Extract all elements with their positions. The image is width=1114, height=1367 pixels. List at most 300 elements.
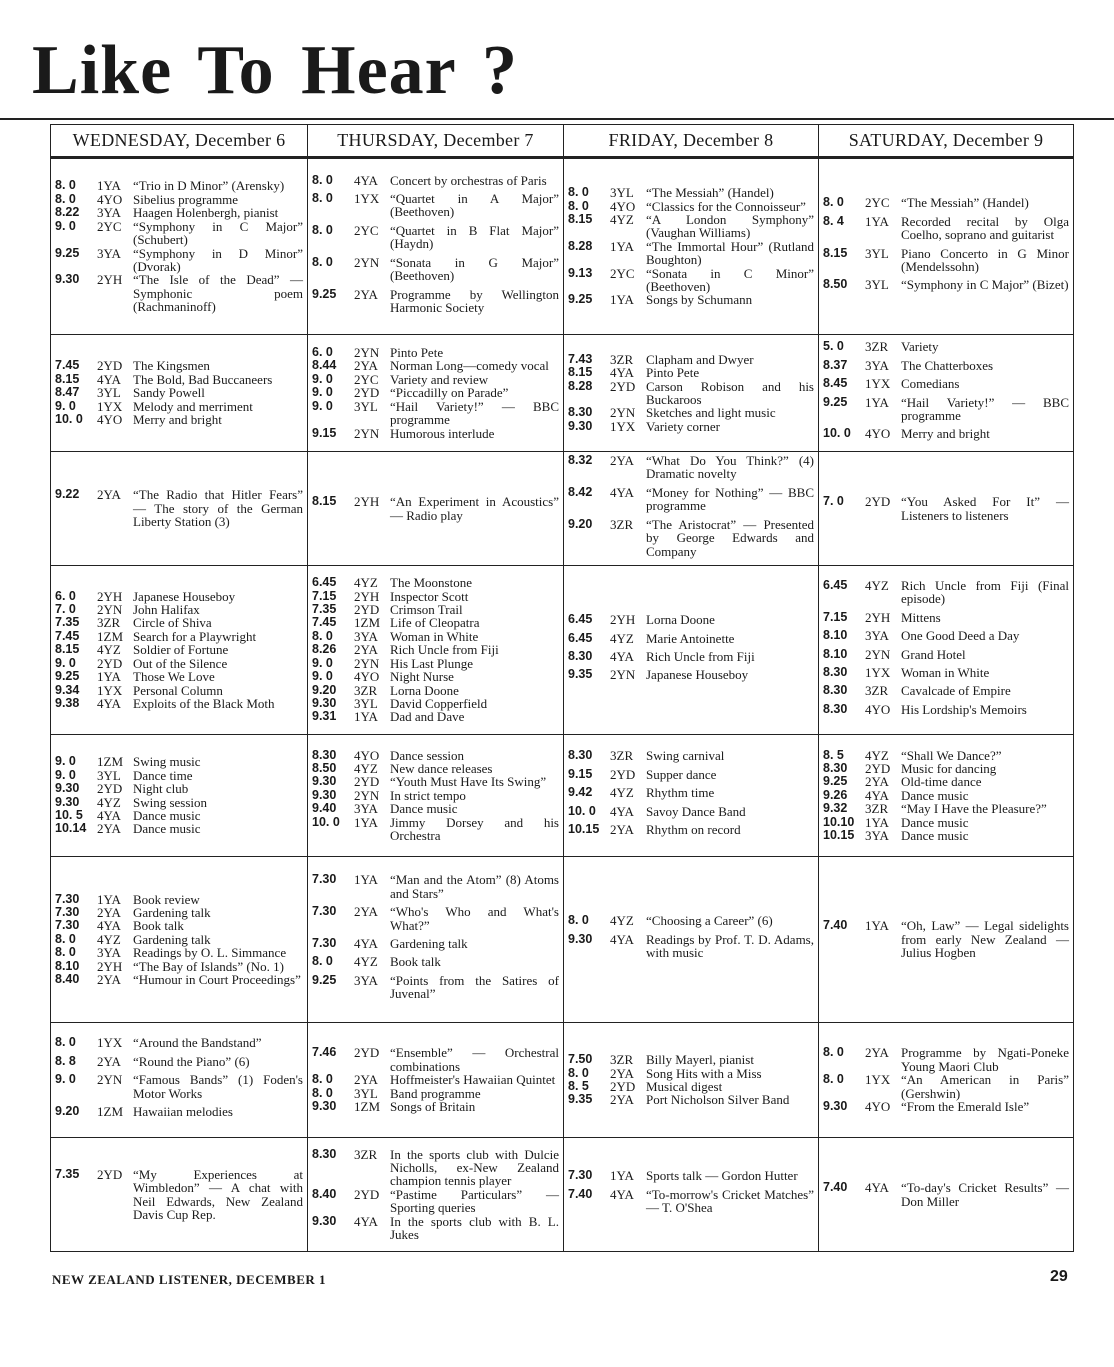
station-label: 4YO: [865, 426, 891, 442]
time-label: 9.30: [312, 787, 337, 802]
publication-footer: NEW ZEALAND LISTENER, DECEMBER 1: [52, 1272, 327, 1287]
programme-title: “Symphony in C Major” (Bizet): [901, 277, 1069, 293]
time-label: 9. 0: [55, 398, 76, 413]
programme-cell: [564, 335, 819, 452]
programme-entry: [312, 789, 559, 802]
station-label: 3ZR: [97, 615, 121, 631]
programme-title: Book review: [133, 891, 200, 907]
time-label: 7.30: [568, 1168, 593, 1183]
programme-title: Readings by O. L. Simmance: [133, 945, 287, 961]
station-label: 2YH: [354, 588, 380, 604]
programme-entry: [823, 611, 1069, 624]
time-label: 8.30: [568, 649, 593, 663]
programme-title: John Halifax: [133, 602, 200, 618]
programme-title: “May I Have the Pleasure?”: [901, 801, 1047, 817]
programme-title: “A London Symphony” (Vaughan Williams): [646, 211, 814, 241]
programme-cell: [308, 1138, 564, 1252]
station-label: 1YA: [97, 178, 121, 194]
programme-cell: [564, 1138, 819, 1252]
programme-title: Variety and review: [390, 371, 489, 387]
programme-title: “Who's Who and What's What?”: [390, 904, 559, 933]
category-row-dance-music: [51, 735, 1074, 857]
day-header-row: [51, 125, 1074, 158]
time-label: 8.10: [823, 646, 848, 661]
programme-title: Swing music: [133, 754, 201, 770]
station-label: 1YX: [865, 376, 891, 392]
programme-entry: [312, 576, 559, 589]
time-label: 9.30: [312, 695, 337, 710]
programme-title: Swing carnival: [646, 748, 725, 764]
station-label: 3YL: [97, 385, 121, 401]
programme-cell: [51, 158, 308, 335]
station-label: 2YA: [865, 1045, 889, 1061]
time-label: 8.30: [823, 683, 848, 698]
station-label: 1YX: [610, 418, 636, 434]
programme-entry: [568, 406, 814, 419]
station-label: 2YD: [610, 1079, 636, 1094]
station-label: 3ZR: [354, 1146, 378, 1162]
station-label: 2YA: [354, 286, 378, 302]
programme-entry: [312, 905, 559, 932]
programme-cell: [564, 857, 819, 1023]
time-label: 8.45: [823, 376, 848, 391]
station-label: 3YL: [865, 277, 889, 293]
time-label: 8. 0: [823, 195, 844, 210]
station-label: 2YN: [354, 787, 380, 803]
time-label: 8. 5: [568, 1079, 589, 1093]
programme-entry: [55, 1105, 303, 1118]
programme-cell: [308, 857, 564, 1023]
programme-title: His Lordship's Memoirs: [901, 701, 1027, 717]
station-label: 1YA: [610, 1168, 634, 1184]
programme-entry: [312, 974, 559, 1001]
station-label: 3YA: [97, 205, 121, 221]
programme-cell: [819, 335, 1074, 452]
programme-title: “Money for Nothing” — BBC programme: [646, 484, 814, 514]
programme-entry: [823, 684, 1069, 697]
time-label: 8.44: [312, 358, 337, 373]
station-label: 2YC: [610, 265, 635, 281]
programme-entry: [823, 196, 1069, 209]
time-label: 9. 0: [55, 218, 76, 233]
time-label: 6. 0: [312, 345, 333, 360]
programme-entry: [55, 697, 303, 710]
programme-entry: [823, 278, 1069, 291]
time-label: 9.25: [823, 394, 848, 409]
programme-cell: [819, 735, 1074, 857]
station-label: 4YA: [354, 936, 378, 951]
time-label: 9. 0: [55, 655, 76, 670]
time-label: 8. 0: [823, 1072, 844, 1087]
category-row-serials: [51, 566, 1074, 735]
time-label: 9.25: [55, 669, 80, 684]
time-label: 9. 0: [312, 398, 333, 413]
programme-title: Soldier of Fortune: [133, 642, 229, 658]
station-label: 3YL: [354, 695, 378, 711]
station-label: 3YA: [97, 945, 121, 961]
programme-cell: [51, 1138, 308, 1252]
time-label: 7.43: [568, 351, 593, 366]
time-label: 9.30: [312, 1213, 337, 1228]
programme-title: Songs by Schumann: [646, 292, 753, 308]
station-label: 2YA: [610, 453, 634, 469]
time-label: 8.47: [55, 385, 80, 400]
programme-title: Pinto Pete: [390, 345, 444, 361]
programme-entry: [312, 590, 559, 603]
time-label: 9.26: [823, 787, 848, 802]
time-label: 9.30: [823, 1099, 848, 1114]
station-label: 3YL: [865, 245, 889, 261]
time-label: 9.30: [312, 774, 337, 789]
programme-entry: [568, 768, 814, 781]
programme-entry: [312, 1188, 559, 1215]
time-label: 7.30: [312, 904, 337, 919]
programme-entry: [55, 273, 303, 313]
station-label: 2YA: [610, 1065, 634, 1081]
time-label: 9. 0: [55, 1072, 76, 1087]
time-label: 9.30: [55, 272, 80, 287]
time-label: 9.30: [55, 794, 80, 809]
time-label: 7.35: [55, 1166, 80, 1181]
programme-entry: [55, 822, 303, 835]
programme-title: Hawaiian melodies: [133, 1104, 233, 1120]
day-header: FRIDAY, December 8: [564, 125, 819, 158]
time-label: 9. 0: [312, 385, 333, 400]
programme-entry: [55, 1036, 303, 1049]
programme-cell: [51, 335, 308, 452]
programme-title: Sketches and light music: [646, 405, 776, 421]
programme-title: Japanese Houseboy: [646, 667, 749, 683]
programme-entry: [568, 632, 814, 645]
programme-title: “Pastime Particulars” — Sporting queries: [390, 1186, 559, 1216]
station-label: 4YA: [354, 172, 378, 188]
time-label: 8. 0: [312, 172, 333, 187]
category-row-band-music: [51, 1023, 1074, 1138]
programme-title: Billy Mayerl, pianist: [646, 1052, 754, 1068]
time-label: 8. 0: [312, 254, 333, 269]
station-label: 1YX: [97, 398, 123, 414]
station-label: 2YH: [354, 494, 380, 510]
station-label: 2YA: [354, 904, 378, 920]
time-label: 8.30: [823, 701, 848, 716]
programme-entry: [568, 213, 814, 240]
programme-entry: [312, 346, 559, 359]
time-label: 9.38: [55, 695, 80, 710]
programme-title: Lorna Doone: [646, 612, 715, 628]
programme-cell: [564, 1023, 819, 1138]
category-row-sports: [51, 1138, 1074, 1252]
programme-title: Dance music: [901, 828, 969, 844]
station-label: 2YC: [865, 195, 890, 211]
programme-entry: [823, 247, 1069, 274]
programme-entry: [55, 960, 303, 973]
time-label: 7.30: [55, 918, 80, 933]
programme-title: “What Do You Think?” (4) Dramatic novelty: [646, 453, 814, 482]
time-label: 9.30: [568, 931, 593, 946]
station-label: 4YO: [354, 669, 380, 685]
programme-title: The Chatterboxes: [901, 357, 994, 373]
time-label: 8.15: [312, 494, 337, 509]
station-label: 3ZR: [610, 748, 634, 764]
programme-entry: [823, 1073, 1069, 1100]
programme-entry: [55, 179, 303, 192]
programme-title: Norman Long—comedy vocal: [390, 358, 549, 374]
station-label: 1ZM: [97, 754, 123, 770]
time-label: 9.34: [55, 682, 80, 697]
programme-entry: [312, 710, 559, 723]
time-label: 8.40: [55, 972, 80, 987]
station-label: 4YZ: [354, 954, 378, 970]
time-label: 10.14: [55, 821, 87, 836]
station-label: 1YA: [865, 394, 889, 410]
station-label: 4YO: [97, 412, 123, 428]
station-label: 2YH: [97, 588, 123, 604]
programme-title: “From the Emerald Isle”: [901, 1099, 1030, 1115]
programme-title: Those We Love: [133, 669, 215, 685]
programme-title: The Bold, Bad Buccaneers: [133, 371, 273, 387]
programme-entry: [55, 796, 303, 809]
programme-entry: [568, 1053, 814, 1066]
programme-title: Dad and Dave: [390, 709, 465, 725]
station-label: 2YN: [865, 646, 891, 662]
programme-title: In the sports club with B. L. Jukes: [390, 1213, 559, 1243]
page-title: Like To Hear ?: [32, 32, 518, 109]
time-label: 8.28: [568, 238, 593, 253]
programme-entry: [823, 816, 1069, 829]
programme-entry: [823, 749, 1069, 762]
station-label: 3YA: [354, 801, 378, 817]
programme-entry: [823, 762, 1069, 775]
programme-title: Programme by Wellington Harmonic Society: [390, 286, 559, 315]
station-label: 1YA: [354, 709, 378, 725]
programme-title: Out of the Silence: [133, 655, 228, 671]
programme-title: Savoy Dance Band: [646, 803, 746, 819]
time-label: 10.15: [568, 822, 600, 837]
programme-title: “To-day's Cricket Results” — Don Miller: [901, 1180, 1069, 1209]
programme-entry: [55, 919, 303, 932]
programme-entry: [312, 630, 559, 643]
station-label: 1YA: [865, 814, 889, 830]
programme-entry: [55, 809, 303, 822]
programme-title: Recorded recital by Olga Coelho, soprano and guitarist: [901, 213, 1069, 243]
programme-cell: [819, 158, 1074, 335]
station-label: 2YA: [610, 1092, 634, 1108]
programme-cell: [819, 1138, 1074, 1252]
programme-entry: [55, 657, 303, 670]
programme-entry: [312, 427, 559, 440]
station-label: 4YA: [865, 787, 889, 803]
station-label: 4YZ: [610, 211, 634, 227]
time-label: 9.25: [312, 286, 337, 301]
station-label: 2YA: [354, 642, 378, 658]
category-row-drama-talk: [51, 452, 1074, 566]
programme-cell: [51, 1023, 308, 1138]
programme-title: Gardening talk: [133, 931, 211, 947]
station-label: 2YD: [97, 1166, 123, 1182]
programme-entry: [312, 359, 559, 372]
time-label: 7.35: [312, 602, 337, 617]
programme-title: Life of Cleopatra: [390, 615, 480, 631]
programme-entry: [823, 648, 1069, 661]
programme-entry: [312, 386, 559, 399]
programme-title: Grand Hotel: [901, 646, 966, 662]
station-label: 3YA: [97, 245, 121, 261]
programme-entry: [55, 643, 303, 656]
programme-title: One Good Deed a Day: [901, 628, 1020, 644]
day-header: SATURDAY, December 9: [819, 125, 1074, 158]
time-label: 9.20: [55, 1104, 80, 1119]
time-label: 7.40: [823, 1180, 848, 1195]
time-label: 8. 0: [568, 198, 589, 213]
programme-title: Dance music: [133, 807, 201, 823]
time-label: 8. 0: [312, 1085, 333, 1100]
programme-entry: [823, 703, 1069, 716]
time-label: 8.15: [568, 365, 593, 380]
time-label: 9.15: [568, 766, 593, 781]
day-header: WEDNESDAY, December 6: [51, 125, 308, 158]
programme-entry: [55, 220, 303, 247]
station-label: 3ZR: [865, 801, 889, 817]
station-label: 2YC: [354, 371, 379, 387]
programme-title: “Oh, Law” — Legal sidelights from early New Zealand — Julius Hogben: [901, 918, 1069, 961]
time-label: 7. 0: [55, 602, 76, 617]
programme-entry: [312, 1100, 559, 1113]
programme-entry: [312, 775, 559, 788]
programme-table: [50, 124, 1074, 1252]
station-label: 4YA: [865, 1180, 889, 1196]
station-label: 4YZ: [97, 642, 121, 658]
time-label: 10.15: [823, 828, 855, 843]
programme-entry: [55, 946, 303, 959]
station-label: 1YA: [610, 292, 634, 308]
station-label: 2YD: [610, 378, 636, 394]
programme-title: The Moonstone: [390, 575, 472, 591]
station-label: 3YL: [610, 185, 634, 201]
programme-entry: [55, 973, 303, 986]
station-label: 3ZR: [610, 351, 634, 367]
station-label: 4YO: [97, 191, 123, 207]
programme-title: “To-morrow's Cricket Matches” — T. O'Shea: [646, 1186, 814, 1216]
station-label: 2YC: [97, 218, 122, 234]
programme-title: Songs of Britain: [390, 1099, 476, 1115]
time-label: 9. 0: [55, 767, 76, 782]
programme-entry: [568, 454, 814, 481]
station-label: 2YA: [97, 487, 121, 503]
programme-cell: [819, 1023, 1074, 1138]
station-label: 4YZ: [354, 760, 378, 776]
station-label: 3YA: [354, 972, 378, 988]
station-label: 4YA: [97, 807, 121, 823]
programme-entry: [823, 377, 1069, 390]
programme-entry: [568, 914, 814, 927]
programme-title: “The Immortal Hour” (Rutland Boughton): [646, 238, 814, 268]
programme-cell: [564, 735, 819, 857]
programme-entry: [312, 288, 559, 315]
programme-title: Gardening talk: [133, 904, 211, 920]
programme-cell: [308, 452, 564, 566]
time-label: 7.45: [55, 358, 80, 373]
programme-entry: [312, 873, 559, 900]
programme-title: Crimson Trail: [390, 602, 463, 618]
programme-title: Japanese Houseboy: [133, 588, 236, 604]
programme-title: Melody and merriment: [133, 398, 253, 414]
programme-title: Readings by Prof. T. D. Adams, with music: [646, 931, 814, 961]
programme-cell: [308, 335, 564, 452]
programme-entry: [312, 495, 559, 522]
time-label: 8.15: [55, 642, 80, 657]
station-label: 2YC: [354, 222, 379, 238]
time-label: 9.35: [568, 667, 593, 682]
station-label: 1YX: [865, 1072, 891, 1088]
programme-title: Jimmy Dorsey and his Orchestra: [390, 814, 559, 844]
time-label: 6.45: [568, 612, 593, 627]
time-label: 8.10: [55, 958, 80, 973]
programme-title: Haagen Holenbergh, pianist: [133, 205, 279, 221]
programme-title: “My Experiences at Wimbledon” — A chat with Neil Edwards, New Zealand Davis Cup Rep.: [133, 1166, 303, 1222]
programme-entry: [568, 786, 814, 799]
time-label: 9.30: [312, 1099, 337, 1114]
station-label: 4YZ: [610, 630, 634, 646]
time-label: 8.42: [568, 484, 593, 499]
time-label: 9. 0: [312, 371, 333, 386]
programme-entry: [312, 955, 559, 968]
programme-entry: [55, 1055, 303, 1068]
station-label: 2YA: [865, 774, 889, 790]
programme-title: Dance music: [390, 801, 458, 817]
station-label: 4YA: [610, 803, 634, 819]
programme-title: “The Bay of Islands” (No. 1): [133, 958, 284, 974]
programme-cell: [51, 452, 308, 566]
station-label: 2YD: [865, 760, 891, 776]
programme-entry: [312, 697, 559, 710]
programme-title: “Around the Bandstand”: [133, 1035, 262, 1051]
programme-title: Marie Antoinette: [646, 630, 735, 646]
programme-entry: [823, 396, 1069, 423]
programme-entry: [55, 893, 303, 906]
station-label: 3ZR: [865, 683, 889, 699]
time-label: 8. 8: [55, 1053, 76, 1068]
programme-title: “Youth Must Have Its Swing”: [390, 774, 547, 790]
programme-title: “Sonata in G Major” (Beethoven): [390, 254, 559, 284]
programme-entry: [823, 215, 1069, 242]
station-label: 2YN: [354, 254, 380, 270]
station-label: 3YA: [865, 828, 889, 844]
programme-cell: [51, 735, 308, 857]
programme-title: Lorna Doone: [390, 682, 459, 698]
programme-title: Rich Uncle from Fiji (Final episode): [901, 577, 1069, 607]
programme-title: Woman in White: [901, 664, 990, 680]
station-label: 2YD: [97, 781, 123, 797]
station-label: 3YA: [865, 357, 889, 373]
station-label: 1YA: [865, 918, 889, 934]
programme-title: Woman in White: [390, 628, 479, 644]
programme-entry: [312, 670, 559, 683]
station-label: 3YA: [354, 628, 378, 644]
time-label: 7.30: [55, 891, 80, 906]
station-label: 4YO: [354, 747, 380, 763]
programme-title: Pinto Pete: [646, 365, 700, 381]
station-label: 3ZR: [610, 516, 634, 532]
programme-cell: [308, 566, 564, 735]
programme-entry: [568, 823, 814, 836]
time-label: 7.40: [568, 1186, 593, 1201]
programme-title: Rich Uncle from Fiji: [390, 642, 499, 658]
programme-title: “Trio in D Minor” (Arensky): [133, 178, 285, 194]
station-label: 2YD: [354, 1186, 380, 1202]
station-label: 3ZR: [865, 339, 889, 355]
programme-cell: [819, 857, 1074, 1023]
station-label: 2YN: [610, 667, 636, 683]
